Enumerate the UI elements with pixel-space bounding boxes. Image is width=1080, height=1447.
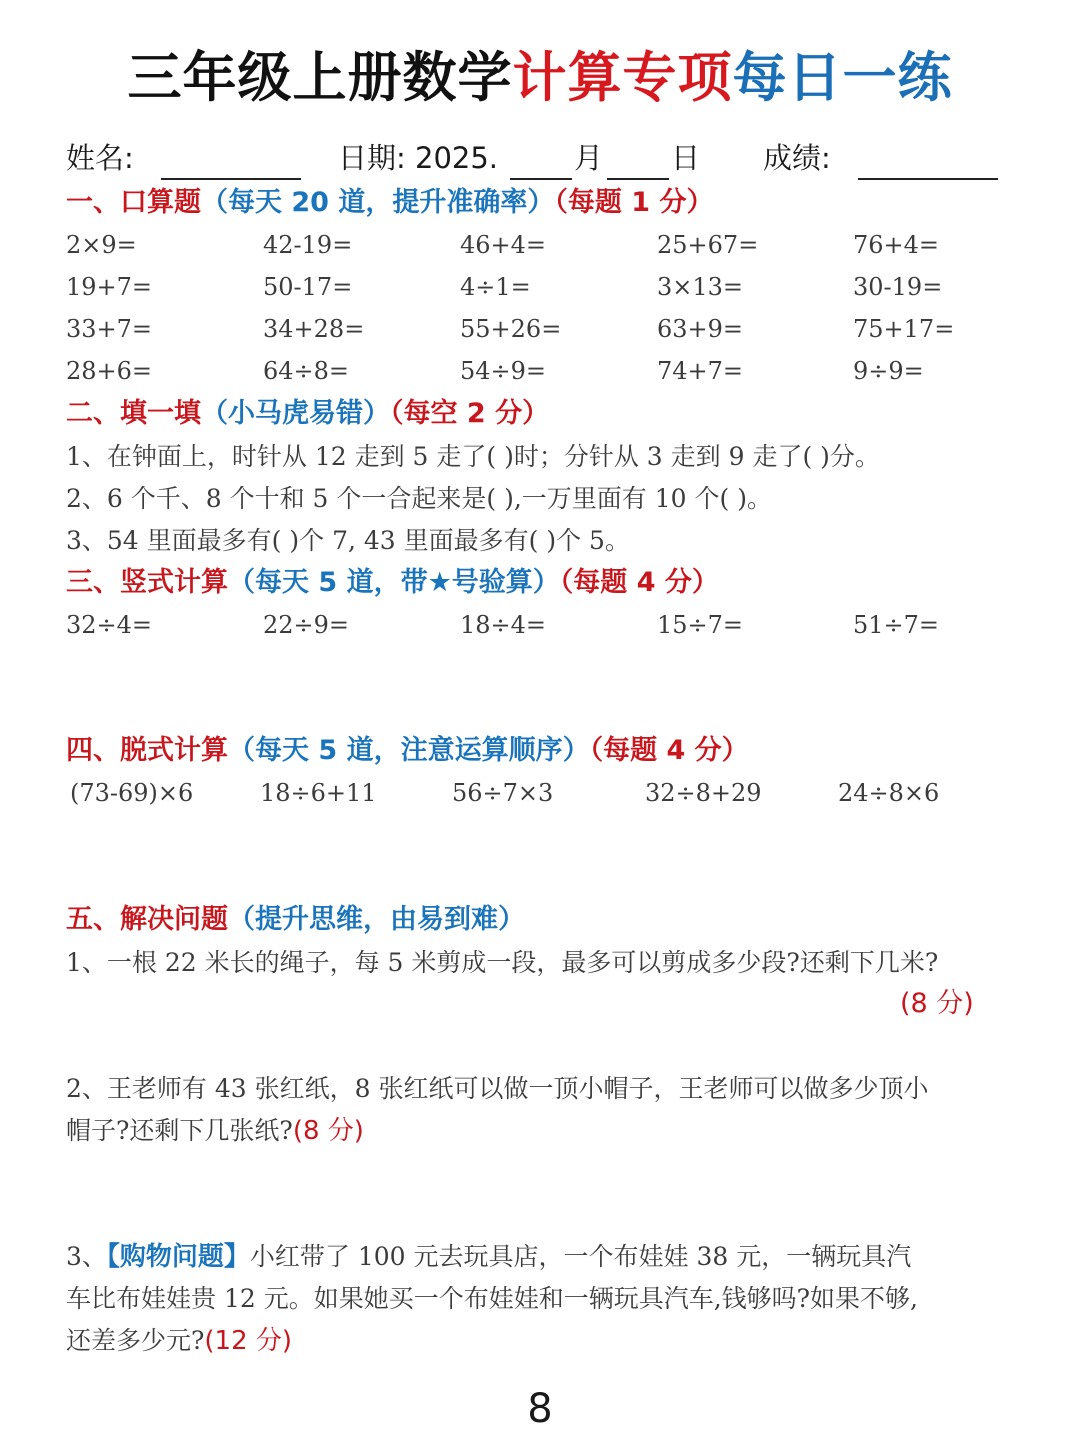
- section-3-title: 三、竖式计算: [66, 567, 228, 598]
- word-problem-2-line-2: [66, 1110, 1016, 1152]
- name-blank[interactable]: [161, 148, 301, 180]
- section-4-points: （每题 4 分）: [589, 735, 749, 766]
- section-4-title: 四、脱式计算: [66, 735, 228, 766]
- word-problem-3-line-3: [66, 1320, 1016, 1362]
- vertical-calc-row: [66, 605, 1046, 645]
- vertical-calc-problem: 32÷4=: [66, 611, 153, 639]
- word-problem-3-text: 还差多少元?: [66, 1326, 205, 1355]
- oral-problem: 63+9=: [657, 315, 744, 343]
- section-1-points: （每题 1 分）: [554, 187, 714, 218]
- oral-problem: 34+28=: [263, 315, 365, 343]
- section-5-note: （提升思维，由易到难）: [228, 904, 525, 935]
- oral-problem: 30-19=: [853, 273, 943, 301]
- oral-problem: 33+7=: [66, 315, 153, 343]
- oral-problem: 54÷9=: [460, 357, 547, 385]
- oral-problem: 19+7=: [66, 273, 153, 301]
- word-problem-2-points: (8 分): [292, 1116, 364, 1146]
- section-4-heading: [66, 731, 749, 771]
- oral-problem: 9÷9=: [853, 357, 924, 385]
- word-problem-3-line-1: [66, 1236, 1016, 1278]
- oral-row: [66, 225, 1046, 265]
- stepwise-calc-problem: 56÷7×3: [452, 779, 554, 807]
- page-number: 8: [527, 1386, 553, 1432]
- vertical-calc-problem: 18÷4=: [460, 611, 547, 639]
- word-problem-3-text: 小红带了 100 元去玩具店，一个布娃娃 38 元，一辆玩具汽: [249, 1242, 912, 1271]
- section-2-points: （每空 2 分）: [390, 398, 550, 429]
- section-3-points: （每题 4 分）: [559, 567, 719, 598]
- stepwise-calc-problem: 18÷6+11: [260, 779, 377, 807]
- section-4-note: （每天 5 道，注意运算顺序）: [228, 735, 590, 766]
- title-part-2: 计算专项: [512, 46, 733, 109]
- word-problem-1-points: (8 分): [900, 988, 974, 1019]
- student-info-line: [66, 136, 1026, 186]
- page-title: [0, 38, 1080, 118]
- oral-row: [66, 351, 1046, 391]
- word-problem-3-number: 3、: [66, 1242, 107, 1271]
- section-5-heading: [66, 900, 525, 940]
- section-2-note: （小马虎易错）: [201, 398, 390, 429]
- stepwise-calc-problem: (73-69)×6: [70, 779, 194, 807]
- oral-problem: 3×13=: [657, 273, 744, 301]
- oral-problem: 55+26=: [460, 315, 562, 343]
- oral-problem: 2×9=: [66, 231, 137, 259]
- stepwise-calc-row: [66, 773, 1046, 813]
- section-2-title: 二、填一填: [66, 398, 201, 429]
- oral-problem: 4÷1=: [460, 273, 531, 301]
- word-problem-1: 1、一根 22 米长的绳子，每 5 米剪成一段，最多可以剪成多少段?还剩下几米?: [66, 948, 939, 977]
- oral-problem: 46+4=: [460, 231, 547, 259]
- oral-problem: 25+67=: [657, 231, 759, 259]
- section-5-title: 五、解决问题: [66, 904, 228, 935]
- vertical-calc-problem: 51÷7=: [853, 611, 940, 639]
- word-problem-3-points: (12 分): [204, 1326, 293, 1356]
- oral-problem: 64÷8=: [263, 357, 350, 385]
- month-blank[interactable]: [510, 148, 572, 180]
- section-2-heading: [66, 394, 549, 434]
- fill-blank-item: 1、在钟面上，时针从 12 走到 5 走了( )时；分针从 3 走到 9 走了( )分。: [66, 442, 880, 471]
- month-label: 月: [574, 141, 604, 175]
- oral-row: [66, 309, 1046, 349]
- oral-problem: 42-19=: [263, 231, 353, 259]
- section-1-heading: [66, 183, 713, 223]
- oral-problem: 76+4=: [853, 231, 940, 259]
- fill-blank-item: 3、54 里面最多有( )个 7, 43 里面最多有( )个 5。: [66, 526, 630, 555]
- oral-problem: 28+6=: [66, 357, 153, 385]
- title-part-3: 每日一练: [732, 46, 953, 109]
- day-blank[interactable]: [607, 148, 669, 180]
- word-problem-2-line-1: 2、王老师有 43 张红纸，8 张红纸可以做一顶小帽子，王老师可以做多少顶小: [66, 1074, 929, 1103]
- oral-problem: 74+7=: [657, 357, 744, 385]
- title-part-1: 三年级上册数学: [127, 46, 513, 109]
- section-3-heading: [66, 563, 719, 603]
- oral-problem: 50-17=: [263, 273, 353, 301]
- name-label: 姓名:: [66, 141, 134, 175]
- oral-row: [66, 267, 1046, 307]
- oral-problem: 75+17=: [853, 315, 955, 343]
- date-label: 日期: 2025.: [338, 141, 499, 175]
- section-3-note: （每天 5 道，带★号验算）: [228, 567, 560, 598]
- stepwise-calc-problem: 32÷8+29: [645, 779, 762, 807]
- score-label: 成绩:: [763, 141, 831, 175]
- word-problem-3-line-2: 车比布娃娃贵 12 元。如果她买一个布娃娃和一辆玩具汽车,钱够吗?如果不够,: [66, 1284, 919, 1313]
- fill-blank-item: 2、6 个千、8 个十和 5 个一合起来是( ),一万里面有 10 个( )。: [66, 484, 772, 513]
- shopping-problem-tag: 【购物问题】: [106, 1242, 250, 1272]
- stepwise-calc-problem: 24÷8×6: [838, 779, 940, 807]
- vertical-calc-problem: 15÷7=: [657, 611, 744, 639]
- word-problem-2-text: 帽子?还剩下几张纸?: [66, 1116, 293, 1145]
- score-blank[interactable]: [858, 148, 998, 180]
- vertical-calc-problem: 22÷9=: [263, 611, 350, 639]
- day-label: 日: [671, 141, 701, 175]
- section-1-note: （每天 20 道，提升准确率）: [201, 187, 555, 218]
- section-1-title: 一、口算题: [66, 187, 201, 218]
